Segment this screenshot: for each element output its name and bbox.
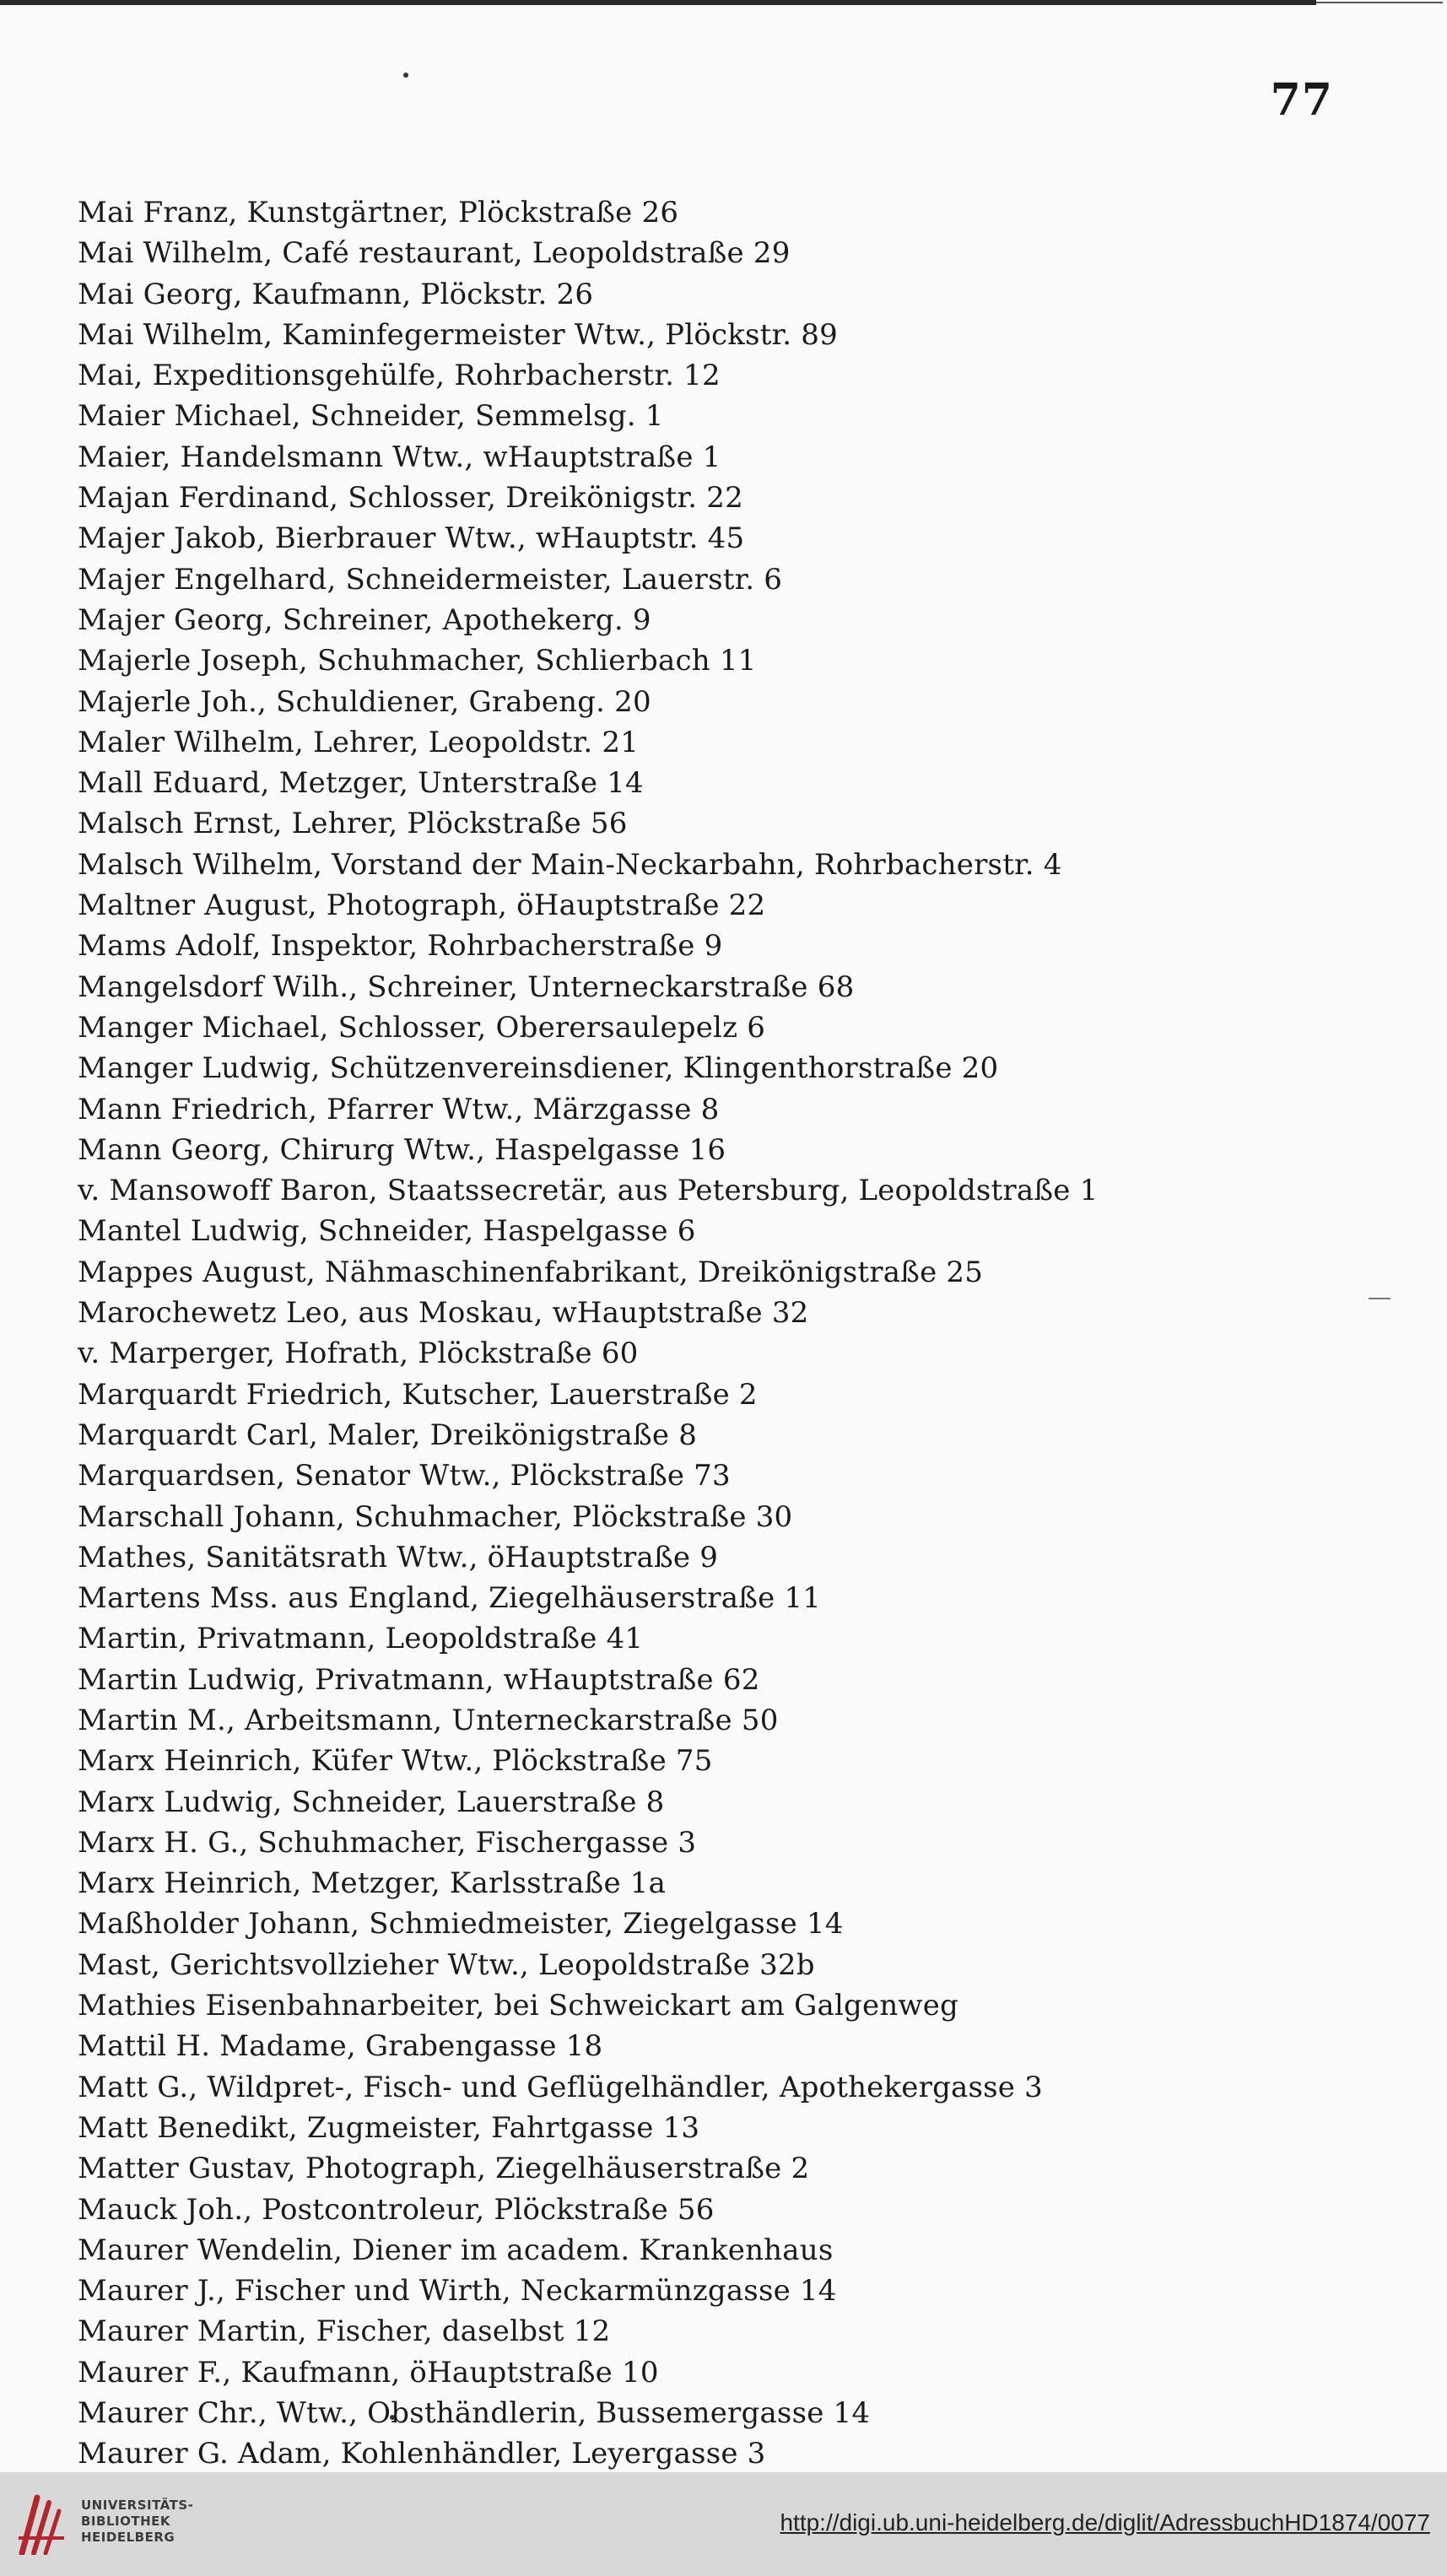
directory-entry: Maier, Handelsmann Wtw., wHauptstraße 1: [78, 440, 721, 474]
directory-entry: Marquardsen, Senator Wtw., Plöckstraße 73: [78, 1459, 731, 1493]
library-name: [81, 2498, 193, 2546]
directory-entry: Maurer Wendelin, Diener im academ. Krankenhaus: [78, 2233, 834, 2267]
directory-entry: Maßholder Johann, Schmiedmeister, Ziegelgasse 14: [78, 1907, 844, 1941]
library-name-line: UNIVERSITÄTS-: [81, 2498, 194, 2513]
directory-entry: Mappes August, Nähmaschinenfabrikant, Dreikönigstraße 25: [78, 1255, 984, 1289]
directory-entry: Mantel Ludwig, Schneider, Haspelgasse 6: [78, 1214, 696, 1249]
page-number: 77: [1270, 74, 1333, 126]
directory-entry: Majer Jakob, Bierbrauer Wtw., wHauptstr. 45: [78, 521, 745, 556]
print-speck: [403, 73, 408, 78]
directory-entry: Marx H. G., Schuhmacher, Fischergasse 3: [78, 1825, 697, 1860]
directory-entry: Mathes, Sanitätsrath Wtw., öHauptstraße 9: [78, 1540, 719, 1574]
directory-entry: Mathies Eisenbahnarbeiter, bei Schweickart am Galgenweg: [78, 1989, 959, 2023]
directory-entry: Mauck Joh., Postcontroleur, Plöckstraße 56: [78, 2192, 715, 2227]
directory-entry: Maier Michael, Schneider, Semmelsg. 1: [78, 399, 664, 434]
directory-entry: Mast, Gerichtsvollzieher Wtw., Leopoldstraße 32b: [78, 1947, 815, 1982]
directory-entry: Marquardt Carl, Maler, Dreikönigstraße 8: [78, 1418, 698, 1452]
directory-entry: Majer Georg, Schreiner, Apothekerg. 9: [78, 602, 651, 637]
directory-entry: Maurer Martin, Fischer, daselbst 12: [78, 2314, 611, 2349]
directory-entry: Maurer Chr., Wtw., Obsthändlerin, Bussemergasse 14: [78, 2396, 871, 2431]
directory-entry: Marx Heinrich, Metzger, Karlsstraße 1a: [78, 1866, 667, 1901]
directory-entry: Majerle Joh., Schuldiener, Grabeng. 20: [78, 684, 651, 719]
directory-entry: Maltner August, Photograph, öHauptstraße 22: [78, 888, 766, 923]
directory-entry: Marochewetz Leo, aus Moskau, wHauptstraße 32: [78, 1296, 809, 1331]
directory-entry: Majerle Joseph, Schuhmacher, Schlierbach 11: [78, 644, 757, 678]
library-name-line: HEIDELBERG: [81, 2530, 175, 2545]
directory-entry: Matter Gustav, Photograph, Ziegelhäuserstraße 2: [78, 2152, 810, 2186]
directory-entry: Martin, Privatmann, Leopoldstraße 41: [78, 1622, 644, 1656]
directory-entry: Mai Franz, Kunstgärtner, Plöckstraße 26: [78, 196, 679, 230]
directory-entry: Mai, Expeditionsgehülfe, Rohrbacherstr. 12: [78, 359, 721, 393]
directory-entry: Martin Ludwig, Privatmann, wHauptstraße 62: [78, 1662, 760, 1697]
directory-entry: Mall Eduard, Metzger, Unterstraße 14: [78, 766, 644, 801]
directory-entry: Malsch Wilhelm, Vorstand der Main-Neckarbahn, Rohrbacherstr. 4: [78, 847, 1062, 882]
directory-entry: Maurer G. Adam, Kohlenhändler, Leyergasse 3: [78, 2437, 766, 2471]
directory-entry: Marquardt Friedrich, Kutscher, Lauerstraße 2: [78, 1377, 758, 1412]
directory-entry: Mann Friedrich, Pfarrer Wtw., Märzgasse 8: [78, 1092, 720, 1126]
directory-entry: Maler Wilhelm, Lehrer, Leopoldstr. 21: [78, 725, 640, 759]
directory-entry: Majan Ferdinand, Schlosser, Dreikönigstr. 22: [78, 481, 743, 516]
directory-entry: Maurer J., Fischer und Wirth, Neckarmünzgasse 14: [78, 2274, 837, 2309]
directory-entry: v. Marperger, Hofrath, Plöckstraße 60: [78, 1337, 639, 1371]
directory-entry: Matt Benedikt, Zugmeister, Fahrtgasse 13: [78, 2110, 700, 2145]
directory-entry: Mai Wilhelm, Café restaurant, Leopoldstraße 29: [78, 236, 791, 271]
directory-entry: Marx Ludwig, Schneider, Lauerstraße 8: [78, 1785, 665, 1819]
directory-entry: Marx Heinrich, Küfer Wtw., Plöckstraße 75: [78, 1744, 713, 1779]
directory-entry: Mai Wilhelm, Kaminfegermeister Wtw., Plöckstr. 89: [78, 317, 838, 352]
directory-entry: Malsch Ernst, Lehrer, Plöckstraße 56: [78, 807, 628, 841]
directory-entry: Maurer F., Kaufmann, öHauptstraße 10: [78, 2355, 659, 2390]
directory-entry: v. Mansowoff Baron, Staatssecretär, aus Petersburg, Leopoldstraße 1: [78, 1174, 1099, 1208]
directory-entry: Mann Georg, Chirurg Wtw., Haspelgasse 16: [78, 1132, 726, 1167]
source-url-link[interactable]: http://digi.ub.uni-heidelberg.de/diglit/AdressbuchHD1874/0077: [780, 2509, 1430, 2535]
university-library-logo-icon: [15, 2494, 67, 2555]
directory-entry: Mai Georg, Kaufmann, Plöckstr. 26: [78, 277, 594, 311]
directory-entries: [78, 192, 1428, 2475]
directory-entry: Mangelsdorf Wilh., Schreiner, Unterneckarstraße 68: [78, 969, 855, 1004]
directory-entry: Mams Adolf, Inspektor, Rohrbacherstraße 9: [78, 929, 723, 964]
directory-entry: Martens Mss. aus England, Ziegelhäuserstraße 11: [78, 1581, 822, 1616]
directory-entry: Majer Engelhard, Schneidermeister, Lauerstr. 6: [78, 562, 783, 597]
top-rule: [0, 0, 1316, 5]
directory-entry: Marschall Johann, Schuhmacher, Plöckstraße 30: [78, 1499, 793, 1534]
top-rule-thin: [1316, 2, 1443, 3]
directory-entry: Matt G., Wildpret-, Fisch- und Geflügelhändler, Apothekergasse 3: [78, 2070, 1043, 2104]
directory-entry: Martin M., Arbeitsmann, Unterneckarstraße 50: [78, 1703, 779, 1737]
footer-bar: [0, 2472, 1447, 2576]
directory-entry: Manger Michael, Schlosser, Oberersaulepelz 6: [78, 1010, 766, 1045]
directory-entry: Mattil H. Madame, Grabengasse 18: [78, 2029, 603, 2064]
directory-entry: Manger Ludwig, Schützenvereinsdiener, Klingenthorstraße 20: [78, 1051, 999, 1086]
library-name-line: BIBLIOTHEK: [81, 2514, 170, 2529]
